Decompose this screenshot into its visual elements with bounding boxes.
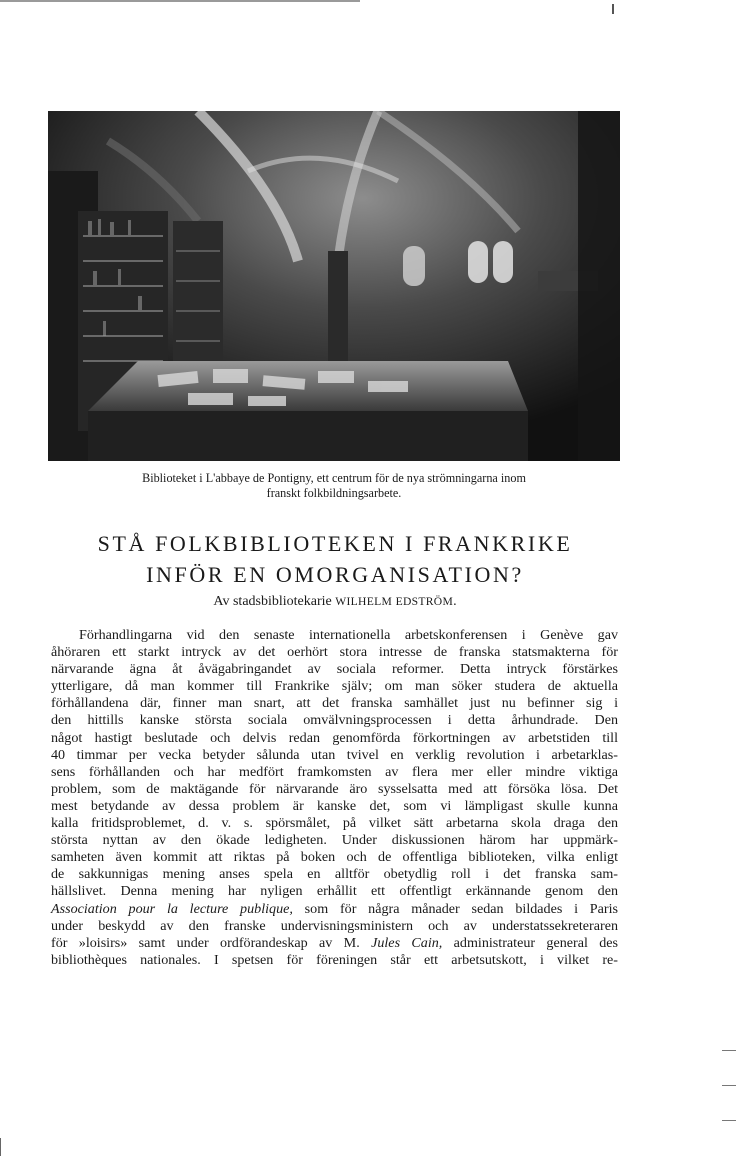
figure-caption bbox=[60, 471, 608, 501]
body-line: hällslivet. Denna mening har nyligen erhållit ett offentligt erkännande genom den bbox=[51, 883, 618, 900]
library-photo bbox=[48, 111, 620, 461]
body-text: administrateur general des bbox=[442, 934, 619, 951]
body-line: ytterligare, då man kommer till Frankrike själv; om man söker studera de aktuella bbox=[51, 678, 618, 695]
body-line: Förhandlingarna vid den senaste internationella arbetskonferensen i Genève gav bbox=[79, 627, 618, 643]
byline bbox=[40, 594, 630, 610]
person-name: Jules Cain, bbox=[371, 934, 443, 951]
byline-suffix: . bbox=[453, 594, 457, 609]
body-line: bibliothèques nationales. I spetsen för föreningen står ett arbetsutskott, i vilket re- bbox=[51, 951, 618, 968]
scan-mark bbox=[722, 1050, 736, 1051]
body-line bbox=[51, 901, 618, 918]
association-name: Association pour la lecture publique, bbox=[51, 900, 293, 917]
body-line: närvarande ägna åt åvägabringandet av sociala reformer. Detta intryck förstärkes bbox=[51, 661, 618, 678]
body-line: kalla fritidsproblemet, d. v. s. spörsmålet, på vilket sätt arbetarna skola draga den bbox=[51, 815, 618, 832]
body-text: för »loisirs» samt under ordförandeskap av M. bbox=[51, 934, 372, 951]
title-line: STÅ FOLKBIBLIOTEKEN I FRANKRIKE bbox=[97, 531, 573, 556]
body-line: sens förhållanden och har medfört framkomsten av flera mer eller mindre viktiga bbox=[51, 763, 618, 780]
caption-line: Biblioteket i L'abbaye de Pontigny, ett centrum för de nya strömningarna inom bbox=[142, 471, 526, 485]
body-line: problem, som de maktägande för närvarande äro sysselsatta med att försöka lösa. Det bbox=[51, 780, 618, 797]
body-line: något hastigt beslutade och delvis redan genomförda förkortningen av arbetstiden till bbox=[51, 729, 618, 746]
byline-prefix: Av stadsbibliotekarie bbox=[213, 594, 332, 609]
scan-mark bbox=[0, 1138, 1, 1156]
author-last-name bbox=[396, 595, 454, 608]
body-line: största nyttan av den ökade ledigheten. Under diskussionen härom har uppmärk- bbox=[51, 832, 618, 849]
body-line bbox=[51, 935, 618, 952]
body-line: mest betydande av dessa problem är kanske det, som vi lämpligast skulle kunna bbox=[51, 797, 618, 814]
article-title bbox=[40, 528, 630, 590]
scan-mark bbox=[612, 4, 614, 14]
author-first-name bbox=[335, 595, 392, 608]
body-line: åhöraren ett starkt intryck av det oerhört stora intresse de franska statsmakterna för bbox=[51, 644, 618, 661]
body-text: som för några månader sedan bildades i Paris bbox=[292, 900, 618, 917]
title-line: INFÖR EN OMORGANISATION? bbox=[146, 562, 524, 587]
body-line: den hittills kanske största sociala omvälvningsprocessen i detta århundrade. Den bbox=[51, 712, 618, 729]
article-body bbox=[51, 627, 618, 969]
caption-line: franskt folkbildningsarbete. bbox=[266, 486, 402, 500]
body-line: de sakkunnigas mening anses spela en alltför obetydlig roll i det franska sam- bbox=[51, 866, 618, 883]
scan-mark bbox=[722, 1085, 736, 1086]
body-line: under beskydd av den franske undervisningsministern och av understatssekreteraren bbox=[51, 917, 618, 934]
scan-edge-line bbox=[0, 0, 360, 2]
body-line: samheten även kommit att riktas på boken och de offentliga biblioteken, vilka enligt bbox=[51, 849, 618, 866]
body-line: 40 timmar per vecka betyder sålunda utan tvivel en verklig revolution i arbetarklas- bbox=[51, 746, 618, 763]
author-last: EDSTRÖM bbox=[395, 595, 454, 608]
scan-mark bbox=[722, 1120, 736, 1121]
body-line: förhållandena där, finner man snart, att det franska samhället just nu befinner sig i bbox=[51, 695, 618, 712]
author-first: WILHELM bbox=[335, 595, 393, 608]
